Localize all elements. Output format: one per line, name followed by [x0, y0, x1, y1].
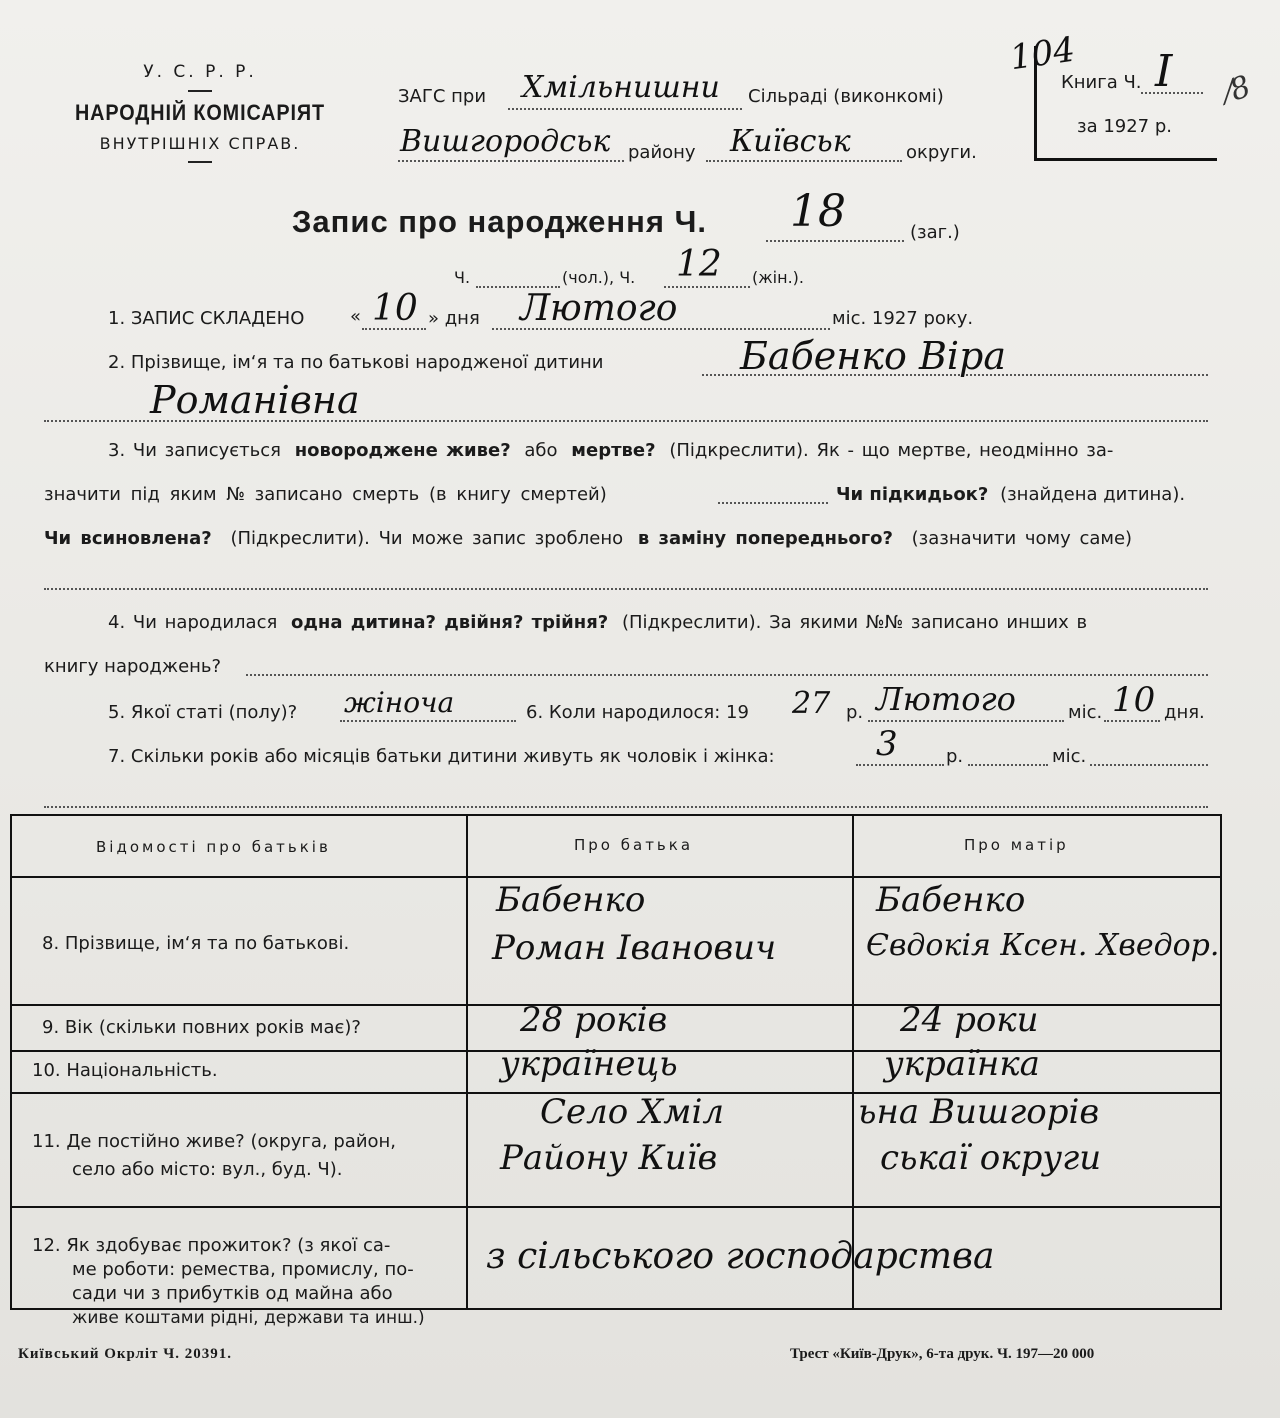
- sub-number-chol: (чол.), Ч.: [562, 268, 636, 287]
- item6-dnia: дня.: [1164, 702, 1205, 723]
- item3-option-dead: мертве?: [571, 440, 656, 461]
- father-residence-1: Село Хміл: [540, 1092, 724, 1132]
- record-number-suffix: (заг.): [910, 222, 960, 243]
- item7-r: р.: [946, 746, 964, 767]
- margin-note: 104: [1007, 29, 1078, 79]
- item3-text: 3. Чи записується: [108, 440, 281, 461]
- sub-number-zhin: (жін.).: [752, 268, 804, 287]
- child-name: Бабенко Віра: [740, 334, 1006, 378]
- record-day: 10: [372, 288, 418, 329]
- mother-nationality: українка: [884, 1044, 1040, 1084]
- mother-name: Євдокія Ксен. Хведор.: [866, 928, 1220, 963]
- mother-age: 24 роки: [900, 1000, 1039, 1040]
- item6-label: 6. Коли народилося: 19: [526, 702, 749, 723]
- item2-label: 2. Прізвище, ім‘я та по батькові народженої дитини: [108, 352, 604, 373]
- item1-tail: міс. 1927 року.: [832, 308, 974, 329]
- joint-livelihood: з сільського господарства: [486, 1236, 995, 1277]
- divider: [188, 90, 212, 92]
- item7-mis: міс.: [1052, 746, 1087, 767]
- footer-printer: Трест «Київ-Друк», 6-та друк. Ч. 197—20 000: [790, 1346, 1095, 1362]
- margin-mark: ⁄8: [1220, 68, 1256, 111]
- item3-option-replacement: в заміну попереднього?: [637, 528, 893, 549]
- row-label-livelihood: 12. Як здобуває прожиток? (з якої са-: [32, 1235, 391, 1256]
- item1-day-suffix: » дня: [428, 308, 480, 329]
- item3-text: (Підкреслити). Чи може запис зроблено: [230, 528, 624, 549]
- row-label-age: 9. Вік (скільки повних років має)?: [42, 1017, 361, 1038]
- father-age: 28 років: [520, 1000, 668, 1040]
- child-sex: жіноча: [344, 686, 455, 719]
- father-surname: Бабенко: [496, 880, 646, 920]
- divider: [188, 161, 212, 163]
- row-label-livelihood-3: сади чи з прибутків од майна або: [72, 1283, 393, 1304]
- raion-name: Вишгородськ: [400, 124, 611, 159]
- child-patronymic: Романівна: [150, 378, 360, 422]
- okruha-name: Київськ: [730, 124, 851, 159]
- mother-surname: Бабенко: [876, 880, 1026, 920]
- female-number: 12: [676, 244, 722, 285]
- row-label-residence-2: село або місто: вул., буд. Ч).: [72, 1159, 343, 1180]
- zags-prefix: ЗАГС при: [398, 86, 487, 107]
- item4-text: (Підкреслити). За якими №№ записано инших в: [621, 612, 1088, 633]
- issuer-header: [40, 62, 360, 171]
- item3-text: (знайдена дитина).: [1000, 484, 1186, 505]
- item3-line3: [44, 528, 1132, 549]
- item3-option-foundling: Чи підкидьок?: [836, 484, 989, 505]
- row-label-residence: 11. Де постійно живе? (округа, район,: [32, 1131, 397, 1152]
- mother-residence-1: ьна Вишгорів: [858, 1092, 1100, 1132]
- item3-line1: [108, 440, 1113, 461]
- book-box: [1034, 46, 1217, 161]
- mother-residence-2: ськаї округи: [880, 1138, 1102, 1178]
- item3-text: (зазначити чому саме): [911, 528, 1133, 549]
- record-month: Лютого: [520, 288, 678, 329]
- birth-day: 10: [1112, 680, 1156, 720]
- record-number: 18: [790, 186, 846, 237]
- father-name: Роман Іванович: [492, 928, 777, 968]
- item3-foundling: [836, 484, 1185, 505]
- item4-options: одна дитина? двійня? трійня?: [291, 612, 609, 633]
- row-label-name: 8. Прізвище, ім‘я та по батькові.: [42, 933, 350, 954]
- commissariat-label: НАРОДНІЙ КОМІСАРІЯТ: [74, 100, 326, 125]
- book-year: за 1927 р.: [1077, 116, 1173, 137]
- sub-number-prefix: Ч.: [454, 268, 471, 287]
- book-label: Книга Ч.: [1061, 72, 1142, 93]
- raion-label: району: [628, 142, 696, 163]
- item3-option-live: новороджене живе?: [294, 440, 511, 461]
- table-header-mother: Про матір: [964, 836, 1069, 854]
- item5-label: 5. Якої статі (полу)?: [108, 702, 298, 723]
- item6-r: р.: [846, 702, 864, 723]
- zags-village: Хмільнишни: [522, 70, 720, 105]
- father-nationality: українець: [500, 1044, 678, 1084]
- item3-line2: [44, 484, 607, 505]
- item4-line2: книгу народжень?: [44, 656, 222, 677]
- item3-text: значити під яким № записано смерть (в книгу смертей): [44, 484, 607, 505]
- item3-option-adopted: Чи всиновлена?: [44, 528, 212, 549]
- okruha-label: округи.: [906, 142, 977, 163]
- item1-label: 1. ЗАПИС СКЛАДЕНО: [108, 308, 305, 329]
- record-title: Запис про народження Ч.: [292, 204, 707, 239]
- item4-line1: [108, 612, 1087, 633]
- footer-censor: Київський Окрліт Ч. 20391.: [18, 1346, 232, 1362]
- marriage-years: 3: [876, 724, 898, 764]
- birth-month: Лютого: [876, 680, 1016, 718]
- row-label-livelihood-2: ме роботи: ремества, промислу, по-: [72, 1259, 414, 1280]
- republic-label: У. С. Р. Р.: [143, 62, 257, 82]
- table-header-info: Відомості про батьків: [96, 838, 331, 856]
- item3-text: (Підкреслити). Як - що мертве, неодмінно за-: [669, 440, 1114, 461]
- item4-text: 4. Чи народилася: [108, 612, 278, 633]
- row-label-livelihood-4: живе коштами рідні, держави та инш.): [72, 1308, 425, 1328]
- department-label: ВНУТРІШНІХ СПРАВ.: [99, 134, 301, 153]
- book-number: I: [1155, 46, 1173, 97]
- item6-mis: міс.: [1068, 702, 1103, 723]
- item3-text: або: [524, 440, 558, 461]
- birth-year: 27: [792, 686, 831, 721]
- birth-record-form: У. С. Р. Р. НАРОДНІЙ КОМІСАРІЯТ ВНУТРІШНІХ СПРАВ. 104 ⁄8 Книга Ч. I за 1927 р. ЗАГС при Хмільнишни Сільраді (виконкомі) Вишгородськ району Київськ округи. Запис про народження Ч. 18 (заг.) Ч. (чол.), Ч. 12 (жін.). 1. ЗАПИС СКЛАДЕНО « 10 » дня Лютого міс. 1927 року. 2. Прізвище, ім‘я та по батькові народженої дитини Бабенко Віра Романівна 3. Чи записується новороджене живе? або мертве? (Підкреслити). Як - що мертве, неодмінно за- значити під яким № записано смерть (в книгу смертей) Чи підкидьок? (знайдена дитина). Чи всиновлена? (Підкреслити). Чи може запис зроблено в заміну попереднього? (зазначити чому саме) 4. Чи народилася одна дитина? двійня? трійня? (Підкреслити). За якими №№ записано инших в книгу народжень? 5. Якої статі (полу)? жіноча 6. Коли народилося: 19 27 р. Лютого міс. 10 дня. 7. Скільки років або місяців батьки дитини живуть як чоловік і жінка: 3 р. міс. Відомості про батьків Про батька Про матір 8. Прізвище, ім‘я та по батькові. Бабенко Роман Іванович Бабенко Євдокія Ксен. Хведор. 9. Вік (скільки повних років має)? 28 років 24 роки 10. Національність. українець українка 11. Де постійно живе? (округа, район, село або місто: вул., буд. Ч). Село Хміл Району Київ ьна Вишгорів ськаї округи 12. Як здобуває прожиток? (з якої са- ме роботи: ремества, промислу, по- сади чи з прибутків од майна або живе коштами рідні, держави та инш.) з сільського господарства Київський Окрліт Ч. 20391. Трест «Київ-Друк», 6-та друк. Ч. 197—20 000: [0, 0, 1280, 1418]
- zags-suffix: Сільраді (виконкомі): [748, 86, 944, 107]
- row-label-nationality: 10. Національність.: [32, 1060, 218, 1081]
- father-residence-2: Району Київ: [500, 1138, 718, 1178]
- table-header-father: Про батька: [574, 836, 694, 854]
- item7-label: 7. Скільки років або місяців батьки дитини живуть як чоловік і жінка:: [108, 746, 775, 767]
